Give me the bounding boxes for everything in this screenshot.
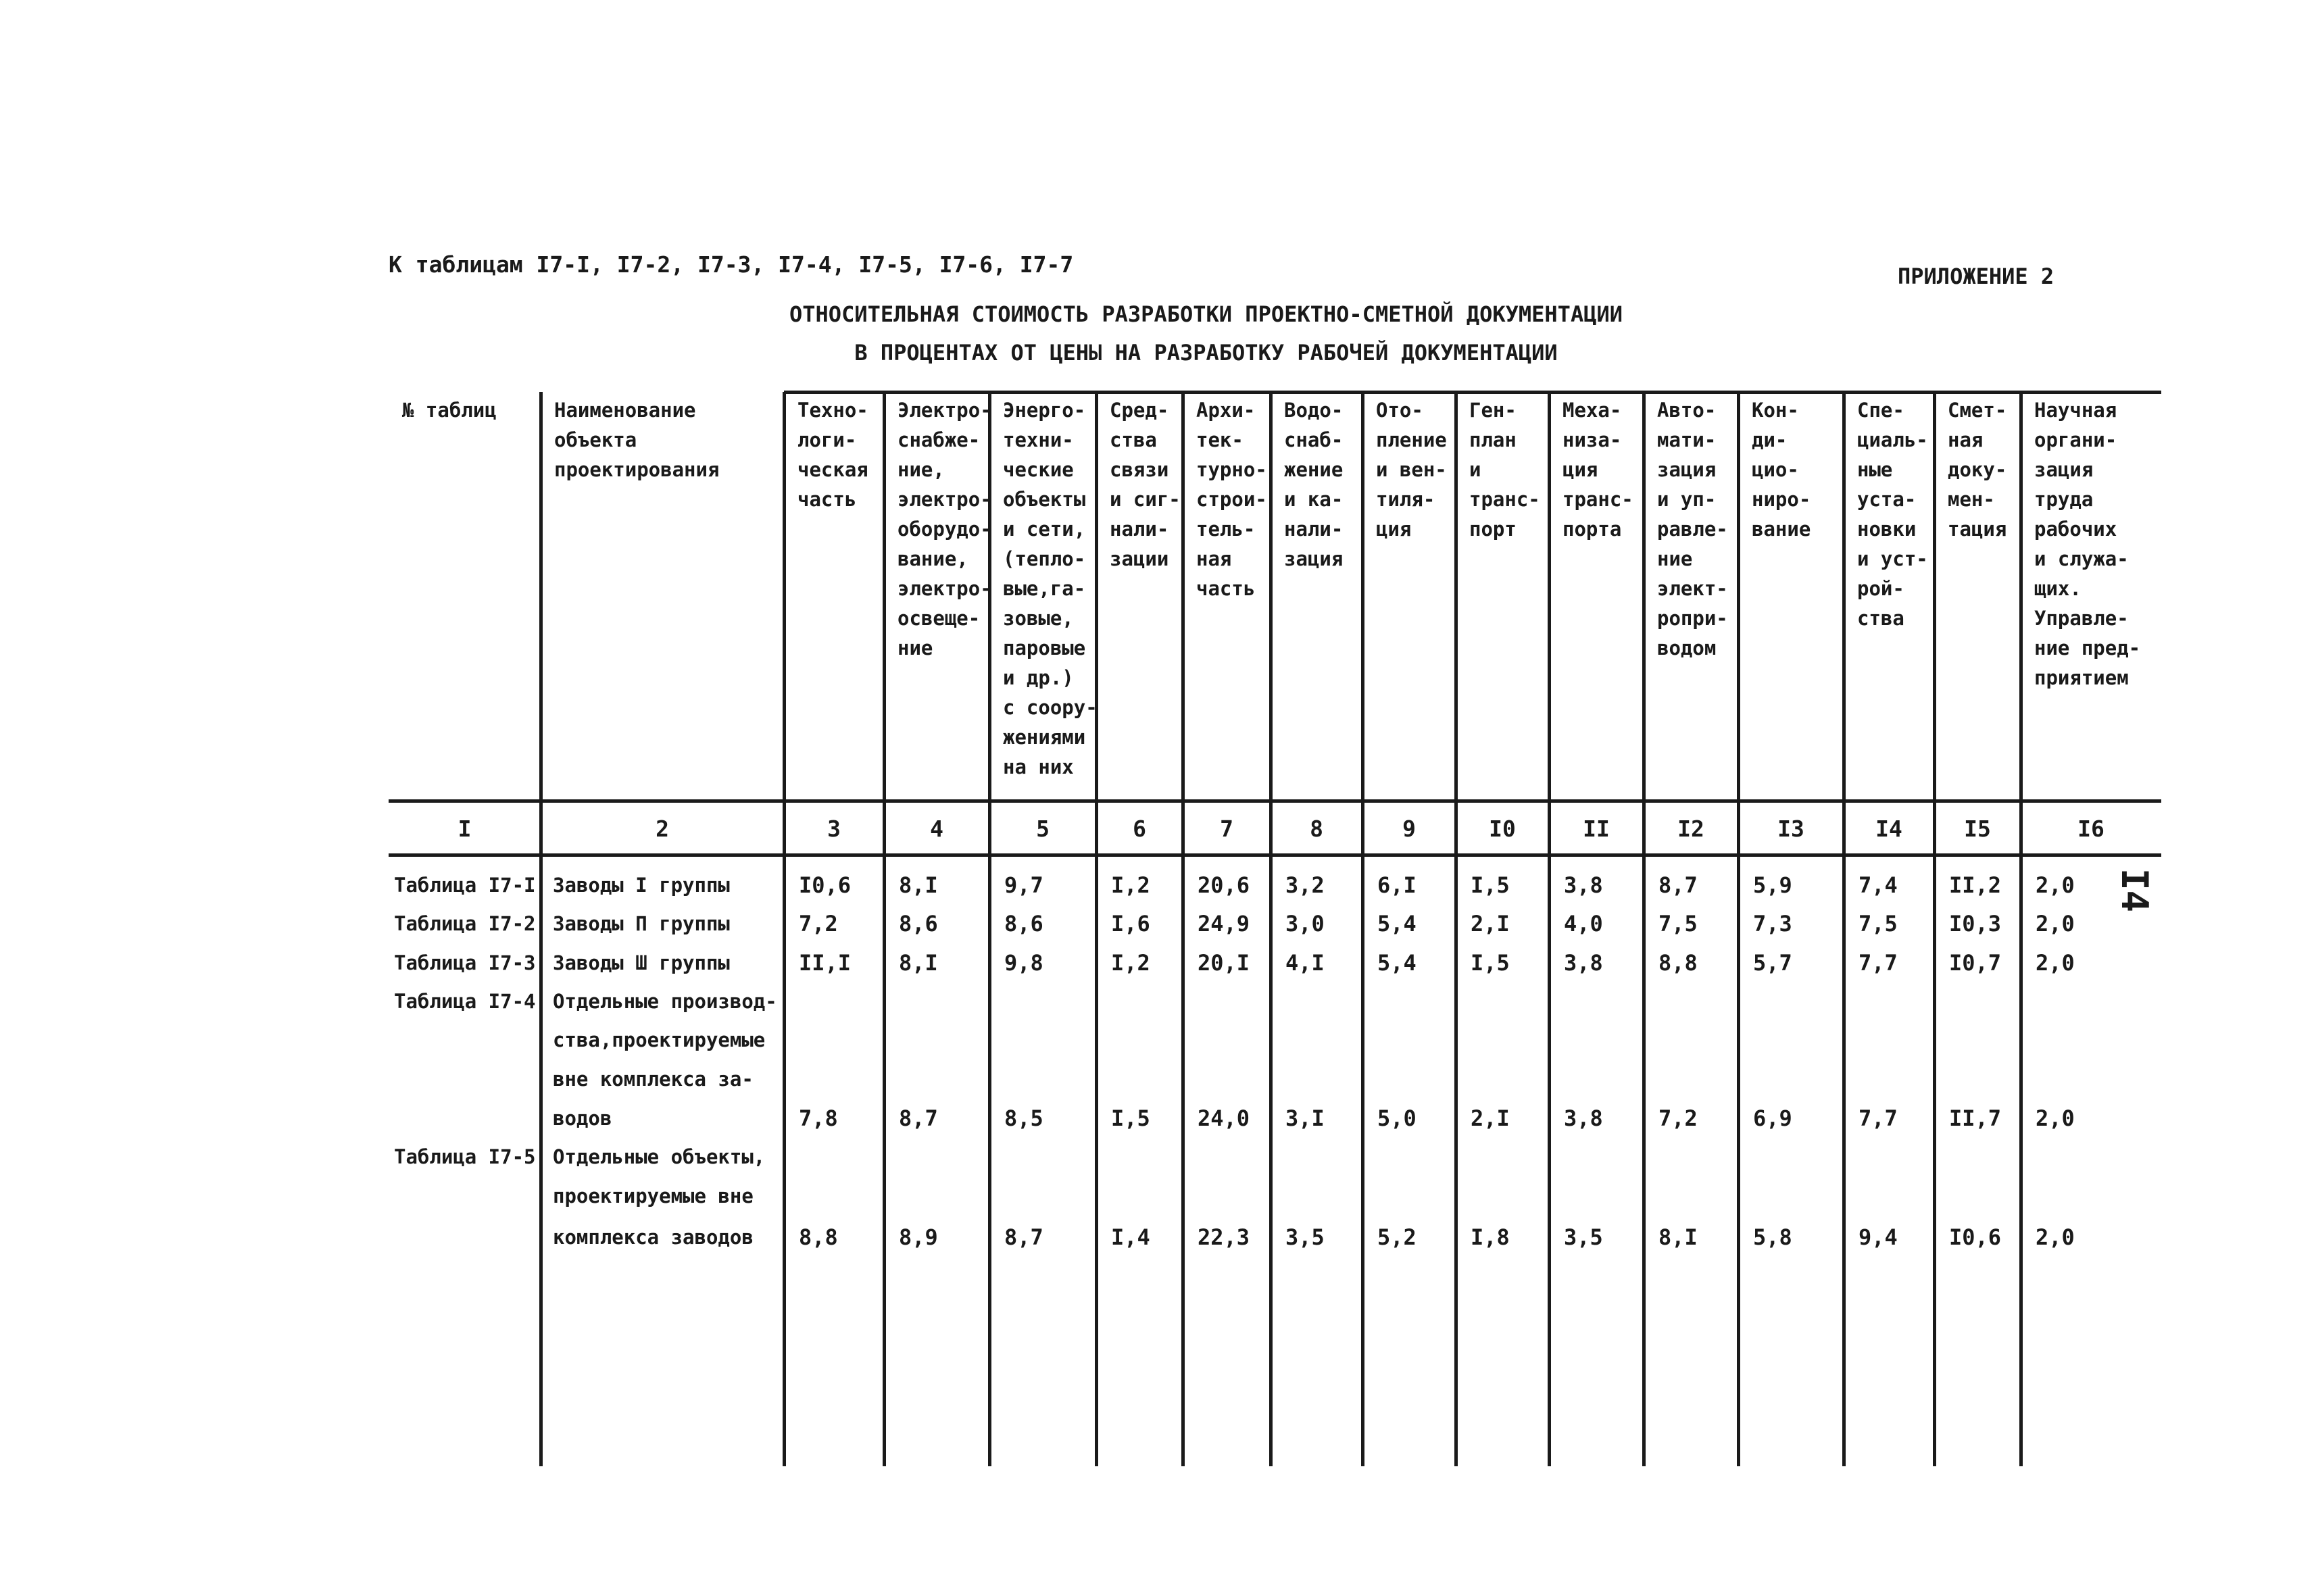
value-cell: I0,6	[799, 872, 852, 898]
column-number: I0	[1489, 816, 1516, 842]
value-cell: 9,4	[1858, 1224, 1898, 1250]
column-number: II	[1583, 816, 1610, 842]
value-cell: I0,7	[1949, 950, 2002, 976]
value-cell: 5,8	[1753, 1224, 1792, 1250]
column-number: 2	[656, 816, 669, 842]
value-cell: 6,9	[1753, 1105, 1792, 1131]
column-header: Спе- циаль- ные уста- новки и уст- рой- ства	[1857, 399, 1928, 630]
column-header: Меха- низа- ция транс- порта	[1562, 399, 1633, 541]
column-number: 6	[1133, 816, 1146, 842]
column-number: 4	[930, 816, 943, 842]
column-divider	[1737, 392, 1740, 1466]
value-cell: 8,6	[899, 911, 938, 937]
value-cell: 5,9	[1753, 872, 1792, 898]
column-divider	[539, 392, 543, 1466]
column-number: 7	[1220, 816, 1233, 842]
value-cell: 4,0	[1564, 911, 1603, 937]
value-cell: I0,3	[1949, 911, 2002, 937]
value-cell: 2,I	[1471, 1105, 1510, 1131]
column-header: Авто- мати- зация и уп- равле- ние элект- ропри- водом	[1657, 399, 1728, 659]
value-cell: I,2	[1111, 872, 1150, 898]
value-cell: II,I	[799, 950, 852, 976]
column-divider	[2019, 392, 2023, 1466]
value-cell: 4,I	[1285, 950, 1325, 976]
value-cell: 24,9	[1198, 911, 1250, 937]
value-cell: 24,0	[1198, 1105, 1250, 1131]
column-header: Кон- ди- цио- ниро- вание	[1752, 399, 1811, 541]
value-cell: 5,4	[1377, 950, 1417, 976]
object-name-cell: Заводы Ш группы	[553, 951, 730, 974]
value-cell: I,8	[1471, 1224, 1510, 1250]
value-cell: 3,I	[1285, 1105, 1325, 1131]
column-header: Научная органи- зация труда рабочих и служа- щих. Управле- ние пред- приятием	[2034, 399, 2141, 689]
column-header: Энерго- техни- ческие объекты и сети, (тепло- вые,га- зовые, паровые и др.) с соору- жениями на них	[1003, 399, 1098, 778]
appendix-label: ПРИЛОЖЕНИЕ 2	[1898, 264, 2054, 289]
value-cell: 8,9	[899, 1224, 938, 1250]
value-cell: 2,0	[2036, 950, 2075, 976]
value-cell: 8,I	[1658, 1224, 1698, 1250]
column-number-rule	[389, 853, 2161, 857]
column-divider	[1181, 392, 1185, 1466]
value-cell: 20,6	[1198, 872, 1250, 898]
object-name-cell: Отдельные производ-	[553, 990, 777, 1013]
value-cell: 6,I	[1377, 872, 1417, 898]
value-cell: 5,4	[1377, 911, 1417, 937]
value-cell: II,2	[1949, 872, 2002, 898]
value-cell: 7,3	[1753, 911, 1792, 937]
header-bottom-rule	[389, 799, 2161, 803]
column-header: Смет- ная доку- мен- тация	[1948, 399, 2007, 541]
value-cell: I,2	[1111, 950, 1150, 976]
value-cell: 7,7	[1858, 1105, 1898, 1131]
value-cell: 22,3	[1198, 1224, 1250, 1250]
column-header: Ген- план и транс- порт	[1469, 399, 1540, 541]
value-cell: I,4	[1111, 1224, 1150, 1250]
column-divider	[1842, 392, 1846, 1466]
value-cell: 2,0	[2036, 872, 2075, 898]
column-number: I5	[1964, 816, 1991, 842]
column-divider	[1454, 392, 1458, 1466]
page-number: I4	[2113, 868, 2156, 913]
table-ref-cell: Таблица I7-3	[394, 951, 536, 974]
value-cell: 7,4	[1858, 872, 1898, 898]
value-cell: 2,0	[2036, 1224, 2075, 1250]
value-cell: 7,5	[1858, 911, 1898, 937]
value-cell: 3,5	[1285, 1224, 1325, 1250]
column-divider	[1548, 392, 1551, 1466]
value-cell: II,7	[1949, 1105, 2002, 1131]
table-ref-cell: Таблица I7-5	[394, 1145, 536, 1168]
column-header: Наименование объекта проектирования	[554, 399, 720, 481]
value-cell: 7,5	[1658, 911, 1698, 937]
object-name-cell: Заводы П группы	[553, 912, 730, 935]
value-cell: 8,6	[1004, 911, 1043, 937]
object-name-cell: водов	[553, 1107, 612, 1130]
column-number: I3	[1777, 816, 1804, 842]
value-cell: I,6	[1111, 911, 1150, 937]
value-cell: 3,8	[1564, 950, 1603, 976]
column-header: Ото- пление и вен- тиля- ция	[1376, 399, 1447, 541]
value-cell: I,5	[1111, 1105, 1150, 1131]
column-number: 3	[827, 816, 841, 842]
value-cell: 2,0	[2036, 911, 2075, 937]
value-cell: 2,0	[2036, 1105, 2075, 1131]
object-name-cell: Заводы I группы	[553, 874, 730, 897]
value-cell: 8,I	[899, 872, 938, 898]
value-cell: 8,7	[899, 1105, 938, 1131]
column-header: Водо- снаб- жение и ка- нали- зация	[1284, 399, 1344, 570]
column-number: I2	[1677, 816, 1704, 842]
value-cell: 3,5	[1564, 1224, 1603, 1250]
object-name-cell: ства,проектируемые	[553, 1028, 766, 1051]
column-number: 8	[1310, 816, 1323, 842]
column-number: I	[458, 816, 472, 842]
column-divider	[1933, 392, 1936, 1466]
value-cell: 3,8	[1564, 872, 1603, 898]
column-divider	[1269, 392, 1273, 1466]
value-cell: 7,8	[799, 1105, 838, 1131]
value-cell: 8,8	[799, 1224, 838, 1250]
column-number: 9	[1402, 816, 1416, 842]
value-cell: 5,7	[1753, 950, 1792, 976]
column-divider	[783, 392, 786, 1466]
column-header: № таблиц	[402, 399, 497, 422]
value-cell: 7,7	[1858, 950, 1898, 976]
column-number: 5	[1036, 816, 1050, 842]
value-cell: I0,6	[1949, 1224, 2002, 1250]
column-divider	[1361, 392, 1364, 1466]
value-cell: 20,I	[1198, 950, 1250, 976]
reference-line: К таблицам I7-I, I7-2, I7-3, I7-4, I7-5, I7-6, I7-7	[389, 251, 1074, 278]
value-cell: 3,2	[1285, 872, 1325, 898]
document-title-line-1: ОТНОСИТЕЛЬНАЯ СТОИМОСТЬ РАЗРАБОТКИ ПРОЕКТНО-СМЕТНОЙ ДОКУМЕНТАЦИИ	[789, 301, 1623, 327]
value-cell: 9,8	[1004, 950, 1043, 976]
value-cell: I,5	[1471, 872, 1510, 898]
object-name-cell: вне комплекса за-	[553, 1068, 754, 1091]
value-cell: 9,7	[1004, 872, 1043, 898]
value-cell: 3,0	[1285, 911, 1325, 937]
table-ref-cell: Таблица I7-2	[394, 912, 536, 935]
column-header: Техно- логи- ческая часть	[797, 399, 868, 511]
column-number: I4	[1875, 816, 1902, 842]
table-ref-cell: Таблица I7-I	[394, 874, 536, 897]
object-name-cell: проектируемые вне	[553, 1184, 754, 1207]
value-cell: 8,I	[899, 950, 938, 976]
value-cell: 3,8	[1564, 1105, 1603, 1131]
column-divider	[883, 392, 886, 1466]
value-cell: 8,8	[1658, 950, 1698, 976]
object-name-cell: комплекса заводов	[553, 1226, 754, 1249]
value-cell: 8,7	[1658, 872, 1698, 898]
object-name-cell: Отдельные объекты,	[553, 1145, 766, 1168]
column-header: Сред- ства связи и сиг- нали- зации	[1110, 399, 1181, 570]
column-divider	[1642, 392, 1646, 1466]
value-cell: I,5	[1471, 950, 1510, 976]
value-cell: 5,2	[1377, 1224, 1417, 1250]
value-cell: 8,7	[1004, 1224, 1043, 1250]
value-cell: 2,I	[1471, 911, 1510, 937]
value-cell: 8,5	[1004, 1105, 1043, 1131]
document-title-line-2: В ПРОЦЕНТАХ ОТ ЦЕНЫ НА РАЗРАБОТКУ РАБОЧЕЙ ДОКУМЕНТАЦИИ	[854, 340, 1558, 366]
value-cell: 5,0	[1377, 1105, 1417, 1131]
value-cell: 7,2	[1658, 1105, 1698, 1131]
column-header: Электро- снабже- ние, электро- оборудо- вание, электро- освеще- ние	[897, 399, 992, 659]
column-number: I6	[2077, 816, 2104, 842]
column-header: Архи- тек- турно- строи- тель- ная часть	[1196, 399, 1267, 600]
value-cell: 7,2	[799, 911, 838, 937]
table-ref-cell: Таблица I7-4	[394, 990, 536, 1013]
